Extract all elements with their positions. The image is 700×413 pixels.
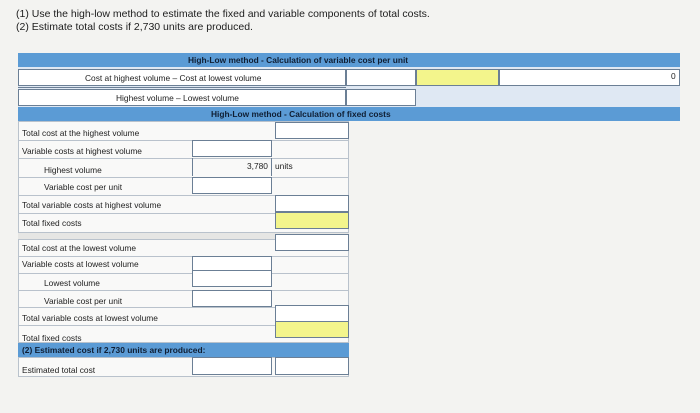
variable-cost-per-unit-result[interactable] [416, 69, 499, 86]
lowest-volume-input[interactable] [192, 270, 272, 287]
high-total-fixed-result[interactable] [275, 212, 349, 229]
fixed-section-header: High-Low method - Calculation of fixed costs [211, 109, 391, 119]
estimated-total-cost-label: Estimated total cost [22, 365, 96, 375]
low-total-variable-label: Total variable costs at lowest volume [22, 313, 158, 323]
variable-section-header: High-Low method - Calculation of variable cost per unit [188, 55, 409, 65]
low-total-cost-input[interactable] [275, 234, 349, 251]
high-total-variable-input[interactable] [275, 195, 349, 212]
fraction-line [18, 87, 346, 88]
highest-volume-value: 3,780 [247, 161, 268, 171]
high-total-cost-label: Total cost at the highest volume [22, 128, 140, 138]
denominator-input[interactable] [346, 89, 416, 106]
low-total-variable-input[interactable] [275, 305, 349, 322]
highest-volume-label: Highest volume [44, 165, 102, 175]
question-2: (2) Estimate total costs if 2,730 units are produced. [16, 21, 253, 33]
high-total-fixed-label: Total fixed costs [22, 218, 82, 228]
estimated-total-cost-input[interactable] [275, 357, 349, 375]
high-variable-costs-label: Variable costs at highest volume [22, 146, 142, 156]
estimate-cell [192, 357, 272, 375]
low-total-fixed-label: Total fixed costs [22, 333, 82, 343]
high-variable-cost-per-unit-label: Variable cost per unit [44, 182, 123, 192]
numerator-input[interactable] [346, 69, 416, 86]
variable-result-value-box [499, 69, 680, 86]
low-total-fixed-result[interactable] [275, 321, 349, 338]
high-total-cost-input[interactable] [275, 122, 349, 139]
denominator-label: Highest volume – Lowest volume [116, 93, 239, 103]
highest-volume-unit: units [275, 161, 293, 171]
numerator-label: Cost at highest volume – Cost at lowest volume [85, 73, 262, 83]
low-variable-costs-label: Variable costs at lowest volume [22, 259, 139, 269]
question-1: (1) Use the high-low method to estimate the fixed and variable components of total costs. [16, 8, 430, 20]
high-variable-costs-cell [192, 140, 272, 157]
high-variable-cost-per-unit-input[interactable] [192, 177, 272, 194]
variable-result-value: 0 [671, 71, 676, 81]
lowest-volume-label: Lowest volume [44, 278, 100, 288]
low-variable-cost-per-unit-input[interactable] [192, 290, 272, 307]
low-variable-cost-per-unit-label: Variable cost per unit [44, 296, 123, 306]
high-total-variable-label: Total variable costs at highest volume [22, 200, 162, 210]
low-total-cost-label: Total cost at the lowest volume [22, 243, 137, 253]
estimate-section-header: (2) Estimated cost if 2,730 units are produced: [22, 345, 206, 355]
